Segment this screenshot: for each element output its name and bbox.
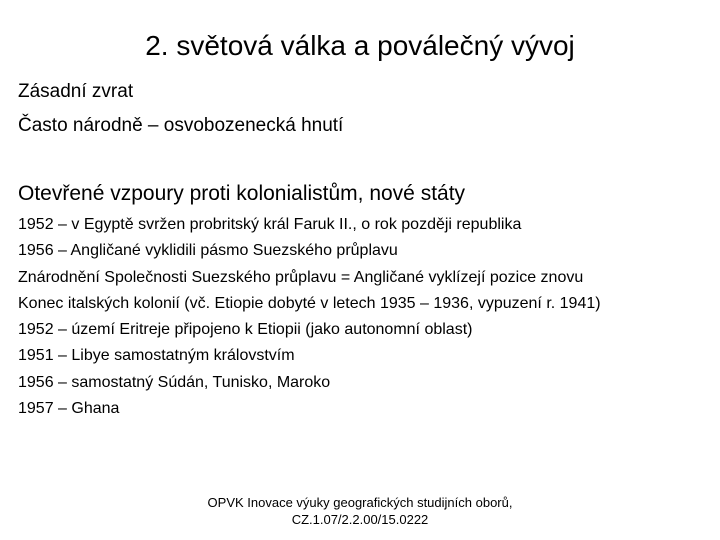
- footer-line-2: CZ.1.07/2.2.00/15.0222: [291, 512, 429, 527]
- events-list: [18, 212, 601, 422]
- event-item: 1956 – samostatný Súdán, Tunisko, Maroko: [18, 373, 331, 391]
- footer-line-1: OPVK Inovace výuky geografických studijních oborů,: [207, 495, 513, 510]
- intro-line-2: Často národně – osvobozenecká hnutí: [18, 115, 344, 136]
- event-item: Znárodnění Společnosti Suezského průplavu = Angličané vyklízejí pozice znovu: [18, 268, 584, 286]
- event-item: 1957 – Ghana: [18, 400, 120, 418]
- subheading: Otevřené vzpoury proti kolonialistům, nové státy: [18, 182, 466, 205]
- event-item: 1952 – území Eritreje připojeno k Etiopii (jako autonomní oblast): [18, 321, 473, 339]
- event-item: 1952 – v Egyptě svržen probritský král Faruk II., o rok později republika: [18, 216, 522, 233]
- event-item: Konec italských kolonií (vč. Etiopie dobyté v letech 1935 – 1936, vypuzení r. 1941): [18, 294, 601, 312]
- slide-title: 2. světová válka a poválečný vývoj: [145, 30, 575, 61]
- footer: [0, 494, 720, 528]
- event-item: 1951 – Libye samostatným královstvím: [18, 347, 295, 365]
- event-item: 1956 – Angličané vyklidili pásmo Suezského průplavu: [18, 242, 398, 260]
- intro-line-1: Zásadní zvrat: [18, 81, 134, 102]
